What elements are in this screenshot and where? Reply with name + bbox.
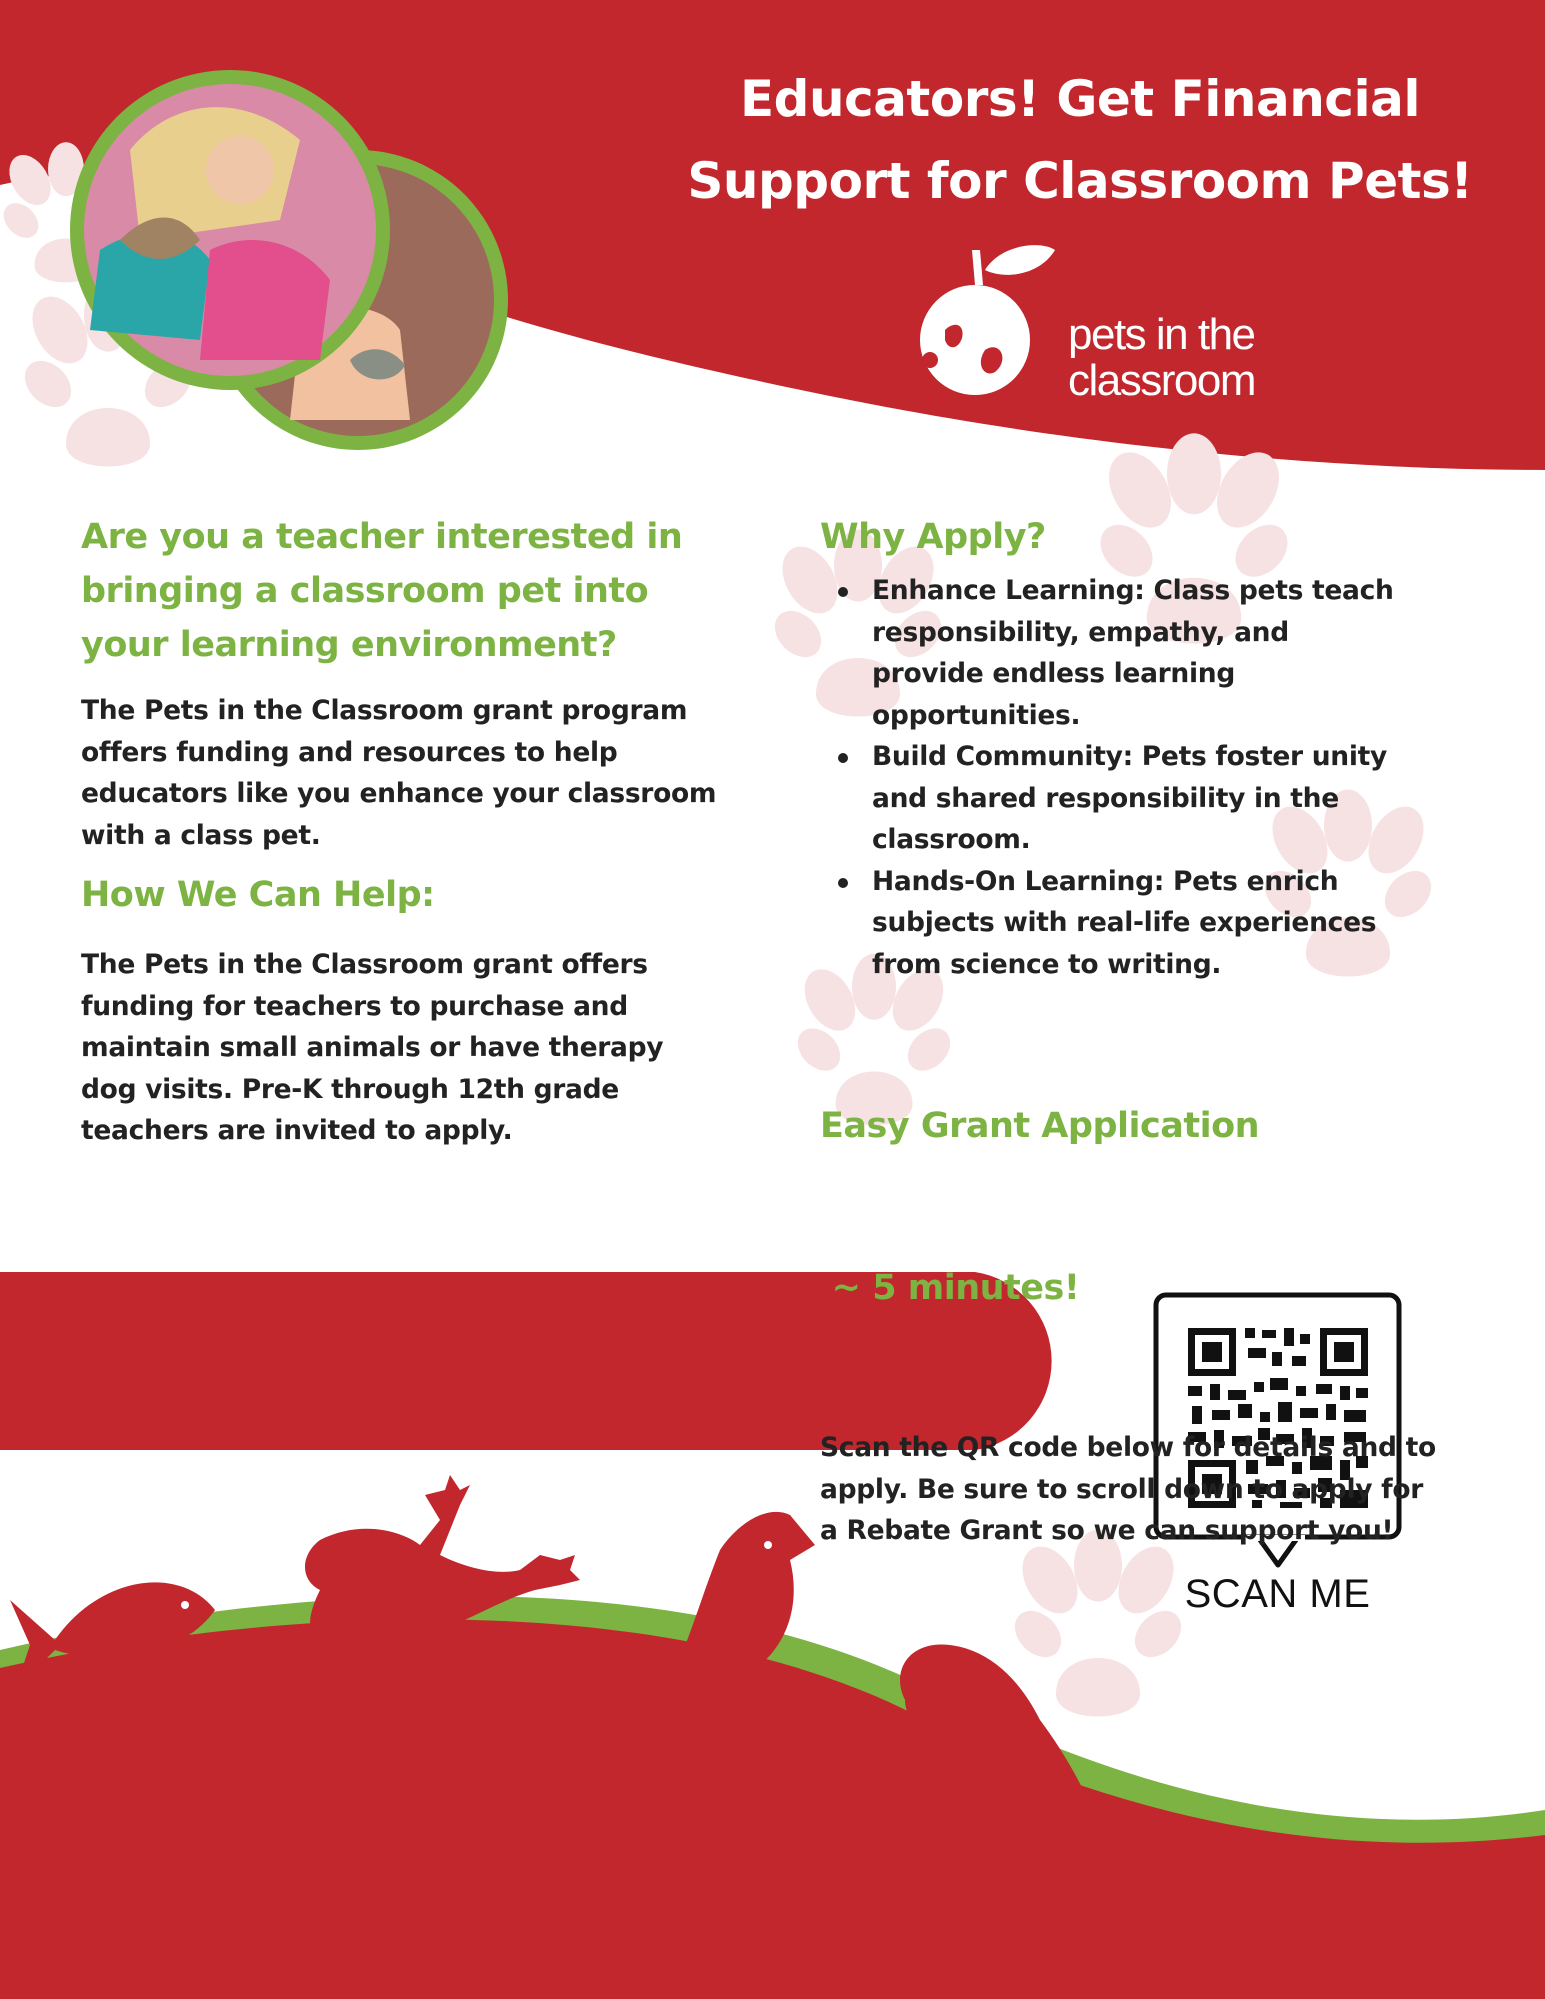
why-item-line: and shared responsibility in the bbox=[872, 782, 1339, 814]
qr-code[interactable] bbox=[1156, 1295, 1399, 1565]
why-item-line: Hands-On Learning: Pets enrich bbox=[872, 865, 1339, 897]
help-heading: How We Can Help: bbox=[81, 875, 435, 915]
bullet-icon bbox=[838, 878, 848, 888]
why-item-hands-on-learning bbox=[820, 861, 1520, 986]
bullet-icon bbox=[838, 753, 848, 763]
easy-text-line: Scan the QR code below for details and to bbox=[820, 1432, 1436, 1463]
scan-me-label: SCAN ME bbox=[1184, 1572, 1371, 1616]
why-item-line: Enhance Learning: Class pets teach bbox=[872, 575, 1394, 606]
bullet-icon bbox=[838, 587, 848, 597]
intro-text-line: educators like you enhance your classroom bbox=[81, 778, 717, 809]
help-text-line: maintain small animals or have therapy bbox=[81, 1032, 664, 1063]
easy-text-line: apply. Be sure to scroll down to apply for bbox=[820, 1473, 1424, 1505]
intro-heading-line: bringing a classroom pet into bbox=[81, 571, 649, 611]
intro-text-line: The Pets in the Classroom grant program bbox=[81, 695, 688, 726]
intro-heading bbox=[81, 510, 761, 672]
why-item-line: classroom. bbox=[872, 824, 1031, 855]
left-column bbox=[81, 510, 761, 1152]
help-paragraph bbox=[81, 944, 761, 1152]
logo-line-1: pets in the bbox=[1068, 310, 1255, 359]
help-text-line: funding for teachers to purchase and bbox=[81, 990, 628, 1022]
help-text-line: teachers are invited to apply. bbox=[81, 1115, 513, 1146]
why-heading: Why Apply? bbox=[820, 517, 1046, 557]
why-item-build-community bbox=[820, 736, 1520, 861]
intro-heading-line: your learning environment? bbox=[81, 625, 617, 665]
intro-text-line: offers funding and resources to help bbox=[81, 736, 618, 768]
why-item-line: responsibility, empathy, and bbox=[872, 616, 1289, 648]
help-text-line: dog visits. Pre-K through 12th grade bbox=[81, 1073, 619, 1105]
intro-paragraph bbox=[81, 690, 761, 856]
why-item-line: Build Community: Pets foster unity bbox=[872, 741, 1387, 772]
why-item-enhance-learning bbox=[820, 570, 1520, 736]
logo-wordmark bbox=[1068, 312, 1255, 404]
easy-text-line: a Rebate Grant so we can support you! bbox=[820, 1515, 1394, 1546]
title-line-1: Educators! Get Financial bbox=[740, 70, 1420, 128]
easy-heading-line: Easy Grant Application bbox=[820, 1106, 1260, 1146]
logo-line-2: classroom bbox=[1068, 356, 1255, 405]
red-hill bbox=[0, 1619, 1545, 1999]
why-item-line: opportunities. bbox=[872, 699, 1081, 731]
easy-heading-line: ~ 5 minutes! bbox=[820, 1268, 1080, 1308]
why-item-line: provide endless learning bbox=[872, 658, 1235, 689]
intro-heading-line: Are you a teacher interested in bbox=[81, 517, 683, 557]
intro-text-line: with a class pet. bbox=[81, 819, 321, 851]
why-list bbox=[820, 570, 1520, 985]
page-title bbox=[650, 58, 1510, 222]
title-line-2: Support for Classroom Pets! bbox=[687, 152, 1473, 210]
help-text-line: The Pets in the Classroom grant offers bbox=[81, 949, 648, 980]
why-item-line: subjects with real-life experiences bbox=[872, 907, 1377, 938]
why-item-line: from science to writing. bbox=[872, 948, 1222, 980]
